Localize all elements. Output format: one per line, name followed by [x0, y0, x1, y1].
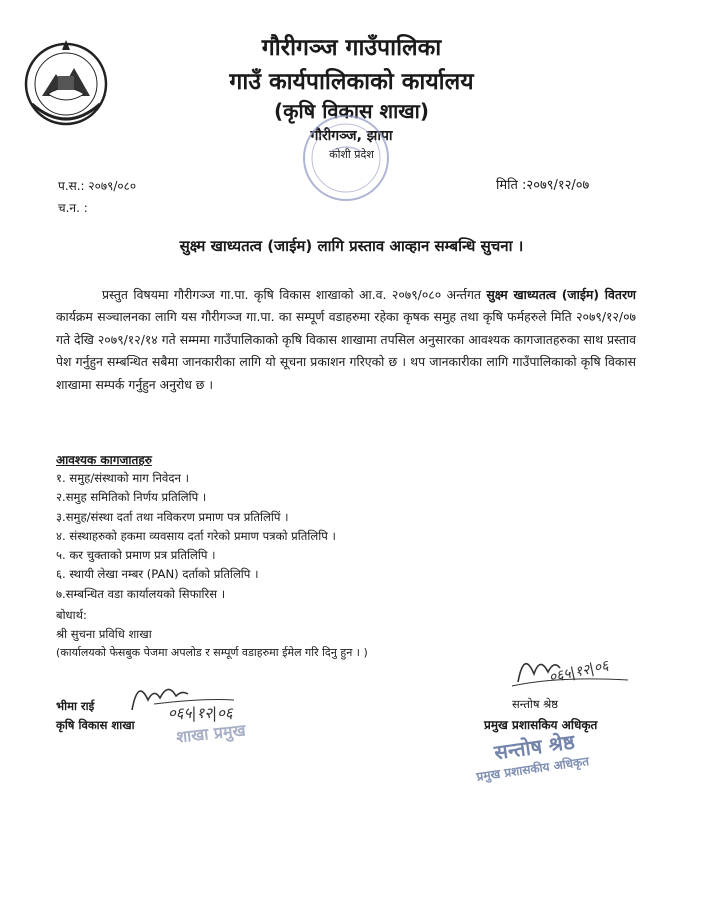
list-item: ३.समुह/संस्था दर्ता तथा नविकरण प्रमाण पत्र प्रतिलिपिं ।	[56, 509, 289, 524]
list-item: ७.सम्बन्धित वडा कार्यालयको सिफारिस ।	[56, 586, 226, 601]
documents-title: आवश्यक कागजातहरु	[56, 453, 152, 467]
handwritten-signature-left	[124, 670, 274, 726]
department-name: (कृषि विकास शाखा)	[274, 99, 429, 123]
cc-recipient: श्री सुचना प्रविधि शाखा	[56, 627, 152, 641]
cc-note: (कार्यालयको फेसबुक पेजमा अपलोड र सम्पूर्ण वडाहरुमा ईमेल गरि दिनु हुन । )	[56, 646, 368, 659]
handwritten-signature-right	[508, 636, 638, 700]
notice-body	[56, 284, 636, 396]
body-program-name: सुक्ष्म खाध्यतत्व (जाईम) वितरण	[486, 287, 636, 302]
handwritten-date-right: ०६५|१२|०६	[547, 657, 610, 686]
signatory-left-name: भीमा राई	[56, 699, 95, 713]
stamp-right-name: सन्तोष श्रेष्ठ	[492, 729, 577, 765]
stamp-right-post: प्रमुख प्रशासकीय अधिकृत	[475, 754, 590, 784]
list-item: ५. कर चुक्ताको प्रमाण प्रत्र प्रतिलिपि ।	[56, 548, 216, 563]
letter-date: मिति :२०७९/१२/०७	[496, 178, 590, 193]
signatory-right-post: प्रमुख प्रशासकिय अधिकृत	[484, 718, 598, 732]
stamp-left: शाखा प्रमुख	[175, 720, 247, 747]
documents-list	[56, 469, 336, 604]
list-item: २.समुह समितिको निर्णय प्रतिलिपि ।	[56, 490, 207, 505]
office-name: गौरीगञ्ज गाउँपालिका	[261, 35, 442, 61]
office-subtitle: गाउँ कार्यपालिकाको कार्यालय	[229, 69, 474, 95]
body-text-2: कार्यक्रम सञ्चालनका लागि यस गौरीगञ्ज गा.पा. का सम्पूर्ण वडाहरुमा रहेका कृषक समुह तथा कृषि फर्महरुले मिति २०७९/१२/०७ गते देखि २०७९/१२/१४ गते सम्ममा गाउँपालिकाको कृषि विकास शाखामा तपसिल अनुसारका आवश्यक कागजातहरुका साथ प्रस्ताव पेश गर्नुहुन सम्बन्धित सबैमा जानकारीका लागि यो सूचना प्रकाशन गरिएको छ । थप जानकारीका लागि गाउँपालिकाको कृषि विकास शाखामा सम्पर्क गर्नुहुन अनुरोध छ ।	[56, 309, 636, 392]
signatory-left-post: कृषि विकास शाखा	[56, 718, 135, 732]
list-item: ४. संस्थाहरुको हकमा व्यवसाय दर्ता गरेको प्रमाण पत्रको प्रतिलिपि ।	[56, 528, 336, 543]
list-item: ६. स्थायी लेखा नम्बर (PAN) दर्ताको प्रतिलिपि ।	[56, 567, 259, 582]
notice-subject: सुक्ष्म खाध्यतत्व (जाईम) लागि प्रस्ताव आव्हान सम्बन्धि सुचना ।	[179, 237, 524, 255]
signatory-right-name: सन्तोष श्रेष्ठ	[512, 697, 559, 711]
body-text-1: प्रस्तुत विषयमा गौरीगञ्ज गा.पा. कृषि विकास शाखाको आ.व. २०७९/०८० अर्न्तगत	[102, 287, 481, 302]
cc-label: बोधार्थ:	[56, 608, 87, 622]
office-round-stamp	[300, 112, 392, 204]
dispatch-number: च.न. :	[58, 201, 88, 215]
office-address: गौरीगञ्ज, झापा	[310, 128, 393, 144]
letter-number: प.स.: २०७९/०८०	[58, 179, 137, 193]
list-item: १. समुह/संस्थाको माग निवेदन ।	[56, 471, 190, 485]
handwritten-date-left: ०६५|१२|०६	[168, 704, 233, 722]
province-name: कोशी प्रदेश	[329, 148, 374, 161]
